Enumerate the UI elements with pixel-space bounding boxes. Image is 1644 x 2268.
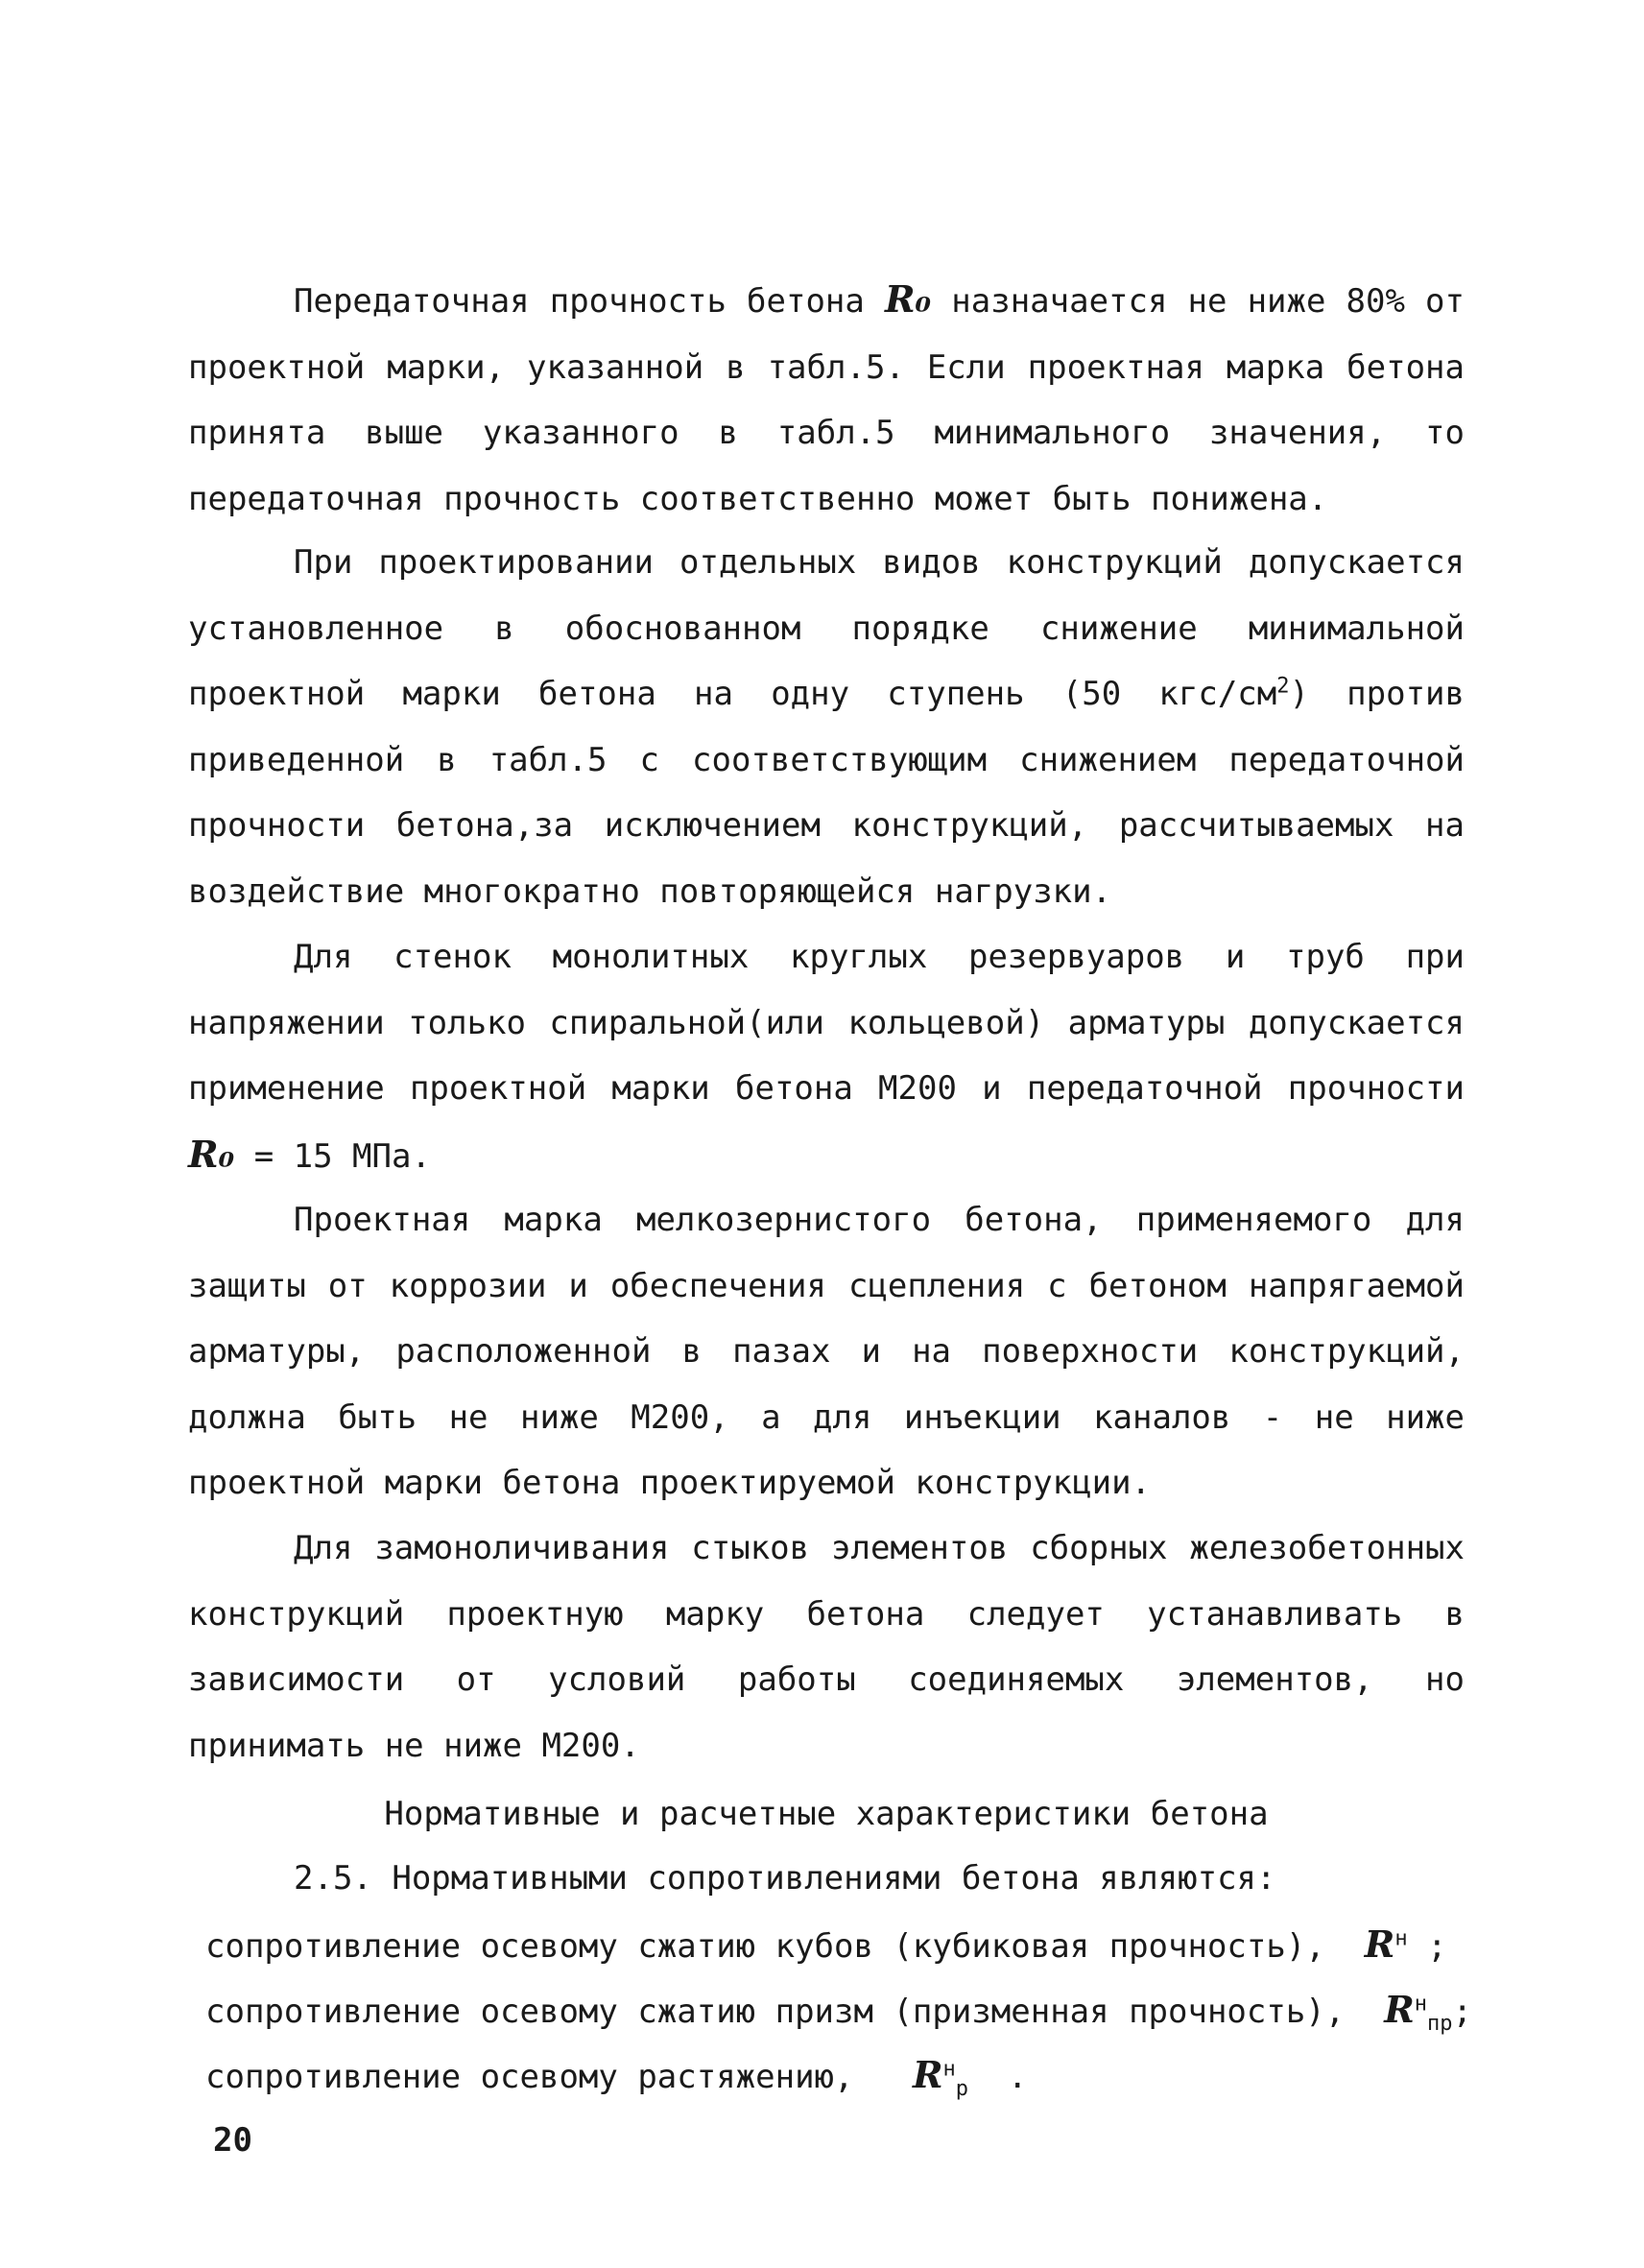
text-run: назначается не ниже 80% от проектной марки, указанной в табл.5. Если проектная марка бетона принята выше указанного в табл.5 минимального значения, то передаточная прочность соответственно может быть понижена. [188,282,1465,518]
text-run: Для стенок монолитных круглых резервуаров и труб при напряжении только спиральной(или кольцевой) арматуры допускается применение проектной марки бетона М200 и передаточной прочности [188,938,1465,1108]
punctuation: . [1007,2058,1028,2096]
paragraph-fine-grained-concrete: Проектная марка мелкозернистого бетона, применяемого для защиты от коррозии и обеспечения сцепления с бетоном напрягаемой арматуры, расположенной в пазах и на поверхности конструкций, должна быть не ниже М200, а для инъекции каналов - не ниже проектной марки бетона проектируемой конструкции. [188,1201,1465,1502]
symbol-r0: R₀ [188,1132,235,1176]
symbol-r: R [1364,1922,1395,1966]
punctuation: ; [1452,1993,1473,2031]
list-item [205,2042,1027,2110]
section-heading: Нормативные и расчетные характеристики бетона [384,1795,1269,1833]
paragraph-joint-grouting: Для замоноличивания стыков элементов сборных железобетонных конструкций проектную марку бетона следует устанавливать в зависимости от условий работы соединяемых элементов, но принимать не ниже М200. [188,1529,1465,1765]
item-text: сопротивление осевому сжатию призм (призменная прочность), [205,1993,1346,2031]
symbol-r: R [1384,1988,1415,2031]
superscript: н [942,2057,956,2082]
subscript: пр [1427,2011,1453,2036]
superscript: н [1414,1992,1428,2017]
text-run: При проектировании отдельных видов конструкций допускается установленное в обоснованном порядке снижение минимальной проектной марки бетона на одну ступень (50 кгс/см [188,543,1465,713]
clause-2-5-lead: 2.5. Нормативными сопротивлениями бетона являются: [294,1859,1276,1898]
item-text: сопротивление осевому растяжению, [205,2058,854,2096]
list-item [205,1977,1472,2044]
text-run: ) против приведенной в табл.5 с соответствующим снижением передаточной прочности бетона,за исключением конструкций, рассчитываемых на воздействие многократно повторяющейся нагрузки. [188,675,1465,911]
paragraph-monolithic-tanks [188,924,1465,1189]
paragraph-design-grade-reduction [188,530,1465,924]
paragraph-transfer-strength [188,267,1465,532]
text-run: Передаточная прочность бетона [294,282,885,321]
page-number: 20 [213,2121,252,2160]
superscript: 2 [1276,674,1290,699]
subscript: р [955,2076,969,2101]
punctuation: ; [1427,1927,1447,1966]
symbol-r0: R₀ [884,277,932,321]
item-text: сопротивление осевому сжатию кубов (кубиковая прочность), [205,1927,1325,1966]
superscript: н [1394,1926,1408,1951]
text-run: = 15 МПа. [234,1136,431,1176]
symbol-r: R [912,2053,943,2096]
list-item [205,1912,1447,1979]
